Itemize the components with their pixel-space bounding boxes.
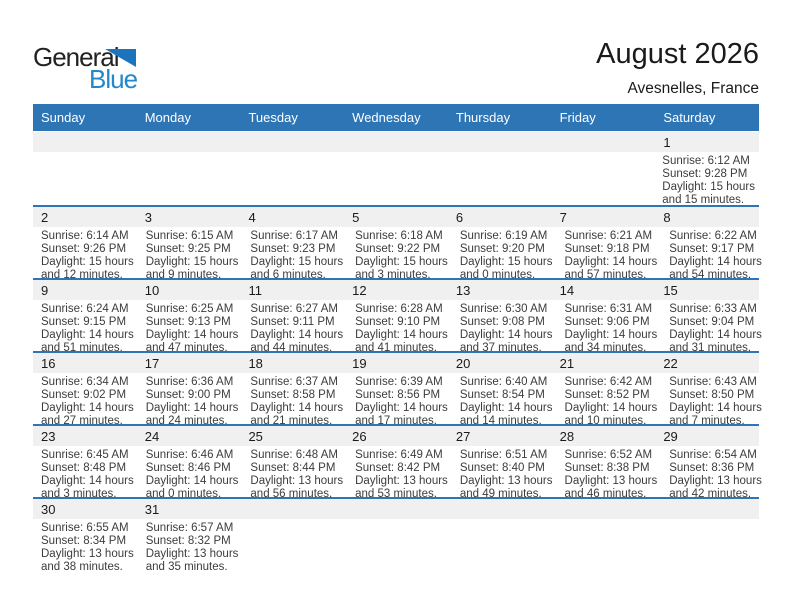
week-row [33, 424, 762, 500]
day-cell [138, 519, 243, 574]
day-number: 7 [559, 210, 567, 225]
day-number [448, 132, 552, 152]
day-details-row [33, 519, 759, 574]
day-number [137, 132, 241, 152]
day-detail-line: Sunset: 8:38 PM [564, 462, 650, 474]
day-detail-line: Daylight: 14 hours [669, 402, 762, 414]
day-detail-line: Sunset: 8:48 PM [41, 462, 127, 474]
day-detail-line: Daylight: 13 hours [145, 548, 239, 560]
day-number: 22 [663, 356, 678, 371]
day-detail-line: and 9 minutes. [145, 269, 222, 281]
day-detail-line: Sunset: 9:20 PM [459, 243, 545, 255]
day-number-band [33, 280, 759, 300]
day-detail-line: Sunrise: 6:37 AM [250, 376, 338, 388]
day-detail-line: and 54 minutes. [669, 269, 752, 281]
day-cell [138, 300, 243, 355]
day-detail-line: Sunset: 9:00 PM [145, 389, 231, 401]
day-number: 31 [144, 502, 160, 517]
day-cell [138, 227, 243, 282]
day-number: 4 [248, 210, 256, 225]
day-detail-line: Sunset: 8:42 PM [355, 462, 441, 474]
weekday-header-monday: Monday [144, 110, 191, 125]
day-number [552, 499, 656, 519]
day-number [552, 132, 656, 152]
day-number: 5 [352, 210, 360, 225]
day-cell [138, 373, 243, 428]
day-number: 9 [41, 283, 49, 298]
logo-text-blue: Blue [89, 64, 138, 94]
day-detail-line: Daylight: 15 hours [459, 256, 553, 268]
day-detail-line: Sunrise: 6:14 AM [41, 230, 129, 242]
day-number: 2 [41, 210, 49, 225]
day-detail-line: Sunset: 8:46 PM [145, 462, 231, 474]
day-detail-line: Sunrise: 6:57 AM [145, 522, 234, 534]
day-cell [656, 519, 759, 574]
day-detail-line: Daylight: 13 hours [41, 548, 134, 560]
day-detail-line: Daylight: 14 hours [145, 475, 239, 487]
general-blue-logo [33, 44, 163, 100]
day-detail-line: Sunrise: 6:18 AM [355, 230, 443, 242]
day-detail-line: Daylight: 14 hours [250, 329, 344, 341]
day-detail-line: and 35 minutes. [145, 561, 228, 573]
day-detail-line: and 31 minutes. [669, 342, 752, 354]
day-cell [661, 446, 766, 501]
day-detail-line: Daylight: 14 hours [459, 329, 553, 341]
day-detail-line: Sunset: 8:54 PM [459, 389, 545, 401]
day-detail-line: Sunrise: 6:31 AM [564, 303, 653, 315]
day-cell [242, 227, 347, 282]
day-detail-line: Sunset: 9:15 PM [41, 316, 127, 328]
day-number: 11 [248, 283, 262, 298]
day-detail-line: Sunset: 9:28 PM [662, 168, 748, 180]
day-detail-line: Daylight: 13 hours [669, 475, 762, 487]
day-detail-line: and 34 minutes. [564, 342, 647, 354]
day-cell [452, 300, 557, 355]
day-number: 28 [559, 429, 575, 444]
weekday-header-wednesday: Wednesday [352, 110, 421, 125]
day-detail-line: Sunrise: 6:34 AM [41, 376, 129, 388]
day-detail-line: and 15 minutes. [662, 194, 745, 206]
day-cell [137, 152, 241, 207]
day-detail-line: and 56 minutes. [250, 488, 333, 500]
day-number: 19 [352, 356, 367, 371]
day-detail-line: Sunset: 9:13 PM [145, 316, 231, 328]
day-detail-line: Sunrise: 6:55 AM [41, 522, 129, 534]
day-details-row [33, 227, 762, 282]
day-detail-line: Sunrise: 6:54 AM [669, 449, 757, 461]
day-detail-line: Daylight: 14 hours [41, 402, 134, 414]
day-detail-line: Daylight: 14 hours [355, 402, 448, 414]
day-detail-line: Sunset: 9:22 PM [355, 243, 441, 255]
day-detail-line: Daylight: 15 hours [355, 256, 448, 268]
day-detail-line: Sunrise: 6:27 AM [250, 303, 338, 315]
day-detail-line: Sunset: 8:32 PM [145, 535, 231, 547]
day-detail-line: Daylight: 14 hours [459, 402, 553, 414]
day-detail-line: Daylight: 13 hours [355, 475, 448, 487]
day-detail-line: and 27 minutes. [41, 415, 123, 427]
day-cell [242, 300, 347, 355]
day-detail-line: Daylight: 14 hours [355, 329, 448, 341]
day-detail-line: and 37 minutes. [459, 342, 542, 354]
day-number [344, 499, 448, 519]
day-cell [242, 373, 347, 428]
day-cell [242, 519, 345, 574]
weekday-header-friday: Friday [559, 110, 596, 125]
week-row [33, 132, 759, 205]
logo-text-general: General [33, 42, 119, 72]
day-number: 26 [352, 429, 367, 444]
day-number: 1 [663, 135, 671, 150]
day-cell [449, 519, 552, 574]
day-detail-line: Daylight: 14 hours [564, 402, 658, 414]
day-detail-line: and 57 minutes. [564, 269, 647, 281]
day-detail-line: Sunrise: 6:43 AM [669, 376, 757, 388]
day-detail-line: Sunset: 9:11 PM [250, 316, 335, 328]
day-detail-line: Daylight: 13 hours [564, 475, 658, 487]
day-cell [661, 227, 766, 282]
day-detail-line: Daylight: 13 hours [250, 475, 344, 487]
day-cell [552, 519, 655, 574]
day-detail-line: Sunrise: 6:42 AM [564, 376, 653, 388]
day-cell [33, 446, 138, 501]
day-detail-line: Sunset: 8:44 PM [250, 462, 336, 474]
day-cell [661, 373, 766, 428]
day-detail-line: Daylight: 14 hours [564, 256, 658, 268]
day-detail-line: Daylight: 15 hours [41, 256, 134, 268]
day-number-band [33, 207, 759, 227]
week-row [33, 205, 762, 281]
day-cell [557, 373, 662, 428]
day-cell [33, 152, 137, 207]
day-number [240, 499, 344, 519]
week-row [33, 351, 762, 427]
day-number: 17 [144, 356, 160, 371]
day-number: 30 [41, 502, 56, 517]
day-number [448, 499, 552, 519]
day-number: 13 [455, 283, 471, 298]
day-detail-line: Daylight: 15 hours [145, 256, 239, 268]
day-detail-line: Sunrise: 6:36 AM [145, 376, 234, 388]
day-detail-line: Daylight: 13 hours [459, 475, 553, 487]
weekday-header-bar [33, 104, 759, 131]
day-detail-line: and 7 minutes. [669, 415, 745, 427]
day-details-row [33, 373, 762, 428]
day-detail-line: and 44 minutes. [250, 342, 333, 354]
day-detail-line: Sunrise: 6:49 AM [355, 449, 443, 461]
day-detail-line: and 0 minutes. [459, 269, 536, 281]
day-number-band [33, 353, 759, 373]
day-detail-line: Sunrise: 6:12 AM [662, 155, 750, 167]
day-detail-line: Sunrise: 6:28 AM [355, 303, 443, 315]
day-detail-line: and 0 minutes. [145, 488, 222, 500]
day-detail-line: and 42 minutes. [669, 488, 752, 500]
day-cell [347, 373, 452, 428]
day-detail-line: Sunrise: 6:39 AM [355, 376, 443, 388]
day-number: 12 [352, 283, 367, 298]
day-detail-line: and 17 minutes. [355, 415, 437, 427]
day-cell [240, 152, 344, 207]
day-cell [557, 446, 662, 501]
day-number [655, 499, 759, 519]
day-detail-line: Daylight: 14 hours [41, 329, 134, 341]
day-detail-line: and 21 minutes. [250, 415, 333, 427]
day-detail-line: Daylight: 14 hours [669, 256, 762, 268]
day-detail-line: Sunset: 8:56 PM [355, 389, 441, 401]
day-number: 24 [144, 429, 160, 444]
day-detail-line: and 3 minutes. [355, 269, 431, 281]
day-detail-line: Sunrise: 6:52 AM [564, 449, 653, 461]
day-number [33, 132, 137, 152]
day-number-band [33, 426, 759, 446]
day-detail-line: Sunset: 9:04 PM [669, 316, 755, 328]
day-details-row [33, 300, 762, 355]
day-detail-line: and 53 minutes. [355, 488, 437, 500]
day-detail-line: and 38 minutes. [41, 561, 123, 573]
day-detail-line: Sunrise: 6:46 AM [145, 449, 234, 461]
page-title: August 2026 [596, 38, 759, 70]
weekday-header-sunday: Sunday [41, 110, 86, 125]
day-detail-line: Sunset: 9:08 PM [459, 316, 545, 328]
day-cell [33, 227, 138, 282]
weekday-header-saturday: Saturday [663, 110, 716, 125]
day-number: 21 [559, 356, 575, 371]
day-detail-line: Sunset: 8:52 PM [564, 389, 650, 401]
weekday-header-thursday: Thursday [455, 110, 511, 125]
day-cell [242, 446, 347, 501]
day-number: 15 [663, 283, 678, 298]
location-subtitle: Avesnelles, France [627, 80, 759, 97]
day-number: 6 [455, 210, 464, 225]
day-cell [138, 446, 243, 501]
day-detail-line: Sunrise: 6:48 AM [250, 449, 338, 461]
day-cell [347, 446, 452, 501]
day-number: 29 [663, 429, 678, 444]
title-block [596, 38, 759, 98]
day-detail-line: Daylight: 14 hours [250, 402, 344, 414]
day-cell [447, 152, 551, 207]
day-detail-line: Sunset: 8:36 PM [669, 462, 755, 474]
day-cell [557, 227, 662, 282]
day-number [344, 132, 448, 152]
day-cell [347, 227, 452, 282]
day-number: 16 [41, 356, 56, 371]
day-detail-line: Daylight: 14 hours [564, 329, 658, 341]
day-detail-line: Sunrise: 6:24 AM [41, 303, 129, 315]
day-cell [346, 519, 449, 574]
day-number: 20 [455, 356, 471, 371]
day-cell [347, 300, 452, 355]
day-cell [33, 300, 138, 355]
day-detail-line: and 3 minutes. [41, 488, 117, 500]
day-cell [452, 446, 557, 501]
day-number: 23 [41, 429, 56, 444]
day-detail-line: Sunset: 8:58 PM [250, 389, 336, 401]
week-row [33, 497, 759, 573]
day-detail-line: Sunset: 9:26 PM [41, 243, 127, 255]
day-detail-line: Sunset: 8:34 PM [41, 535, 127, 547]
day-detail-line: Daylight: 14 hours [145, 329, 239, 341]
day-detail-line: Sunset: 9:02 PM [41, 389, 127, 401]
day-cell [551, 152, 655, 207]
page-header [33, 38, 759, 100]
day-detail-line: and 24 minutes. [145, 415, 228, 427]
day-cell [344, 152, 448, 207]
day-detail-line: Sunset: 9:23 PM [250, 243, 336, 255]
day-detail-line: Sunset: 8:50 PM [669, 389, 755, 401]
day-cell [452, 227, 557, 282]
day-number: 10 [144, 283, 160, 298]
day-detail-line: Sunrise: 6:33 AM [669, 303, 757, 315]
day-number: 25 [248, 429, 263, 444]
day-cell [33, 519, 138, 574]
day-detail-line: Sunset: 9:18 PM [564, 243, 650, 255]
day-detail-line: Sunrise: 6:45 AM [41, 449, 129, 461]
day-detail-line: Sunrise: 6:21 AM [564, 230, 653, 242]
day-number: 14 [559, 283, 575, 298]
day-number: 3 [144, 210, 152, 225]
day-detail-line: and 46 minutes. [564, 488, 647, 500]
day-detail-line: Daylight: 15 hours [662, 181, 755, 193]
day-detail-line: and 49 minutes. [459, 488, 542, 500]
day-detail-line: Sunrise: 6:51 AM [459, 449, 548, 461]
day-detail-line: Sunrise: 6:15 AM [145, 230, 234, 242]
day-details-row [33, 446, 762, 501]
day-detail-line: Sunset: 9:06 PM [564, 316, 650, 328]
day-cell [654, 152, 759, 207]
day-number [240, 132, 344, 152]
day-detail-line: and 51 minutes. [41, 342, 123, 354]
weekday-header-tuesday: Tuesday [248, 110, 298, 125]
day-detail-line: Sunrise: 6:22 AM [669, 230, 757, 242]
day-detail-line: Sunrise: 6:17 AM [250, 230, 338, 242]
day-detail-line: Daylight: 14 hours [669, 329, 762, 341]
day-cell [557, 300, 662, 355]
day-detail-line: Sunset: 9:17 PM [669, 243, 755, 255]
day-detail-line: and 41 minutes. [355, 342, 437, 354]
day-detail-line: and 47 minutes. [145, 342, 228, 354]
day-cell [452, 373, 557, 428]
day-number-band [33, 132, 759, 152]
day-detail-line: Sunrise: 6:30 AM [459, 303, 548, 315]
day-number: 18 [248, 356, 263, 371]
day-detail-line: Sunset: 9:10 PM [355, 316, 441, 328]
day-detail-line: Sunset: 8:40 PM [459, 462, 545, 474]
day-detail-line: Sunrise: 6:40 AM [459, 376, 548, 388]
day-detail-line: and 12 minutes. [41, 269, 123, 281]
day-number: 27 [455, 429, 471, 444]
day-detail-line: Daylight: 14 hours [41, 475, 134, 487]
day-detail-line: Sunrise: 6:25 AM [145, 303, 234, 315]
day-detail-line: Sunrise: 6:19 AM [459, 230, 548, 242]
day-details-row [33, 152, 759, 207]
day-cell [33, 373, 138, 428]
day-cell [661, 300, 766, 355]
day-detail-line: Daylight: 14 hours [145, 402, 239, 414]
week-row [33, 278, 762, 354]
day-number-band [33, 499, 759, 519]
day-number: 8 [663, 210, 671, 225]
day-detail-line: Daylight: 15 hours [250, 256, 344, 268]
calendar-grid [33, 132, 762, 573]
day-detail-line: and 6 minutes. [250, 269, 326, 281]
day-detail-line: Sunset: 9:25 PM [145, 243, 231, 255]
day-detail-line: and 10 minutes. [564, 415, 647, 427]
day-detail-line: and 14 minutes. [459, 415, 542, 427]
